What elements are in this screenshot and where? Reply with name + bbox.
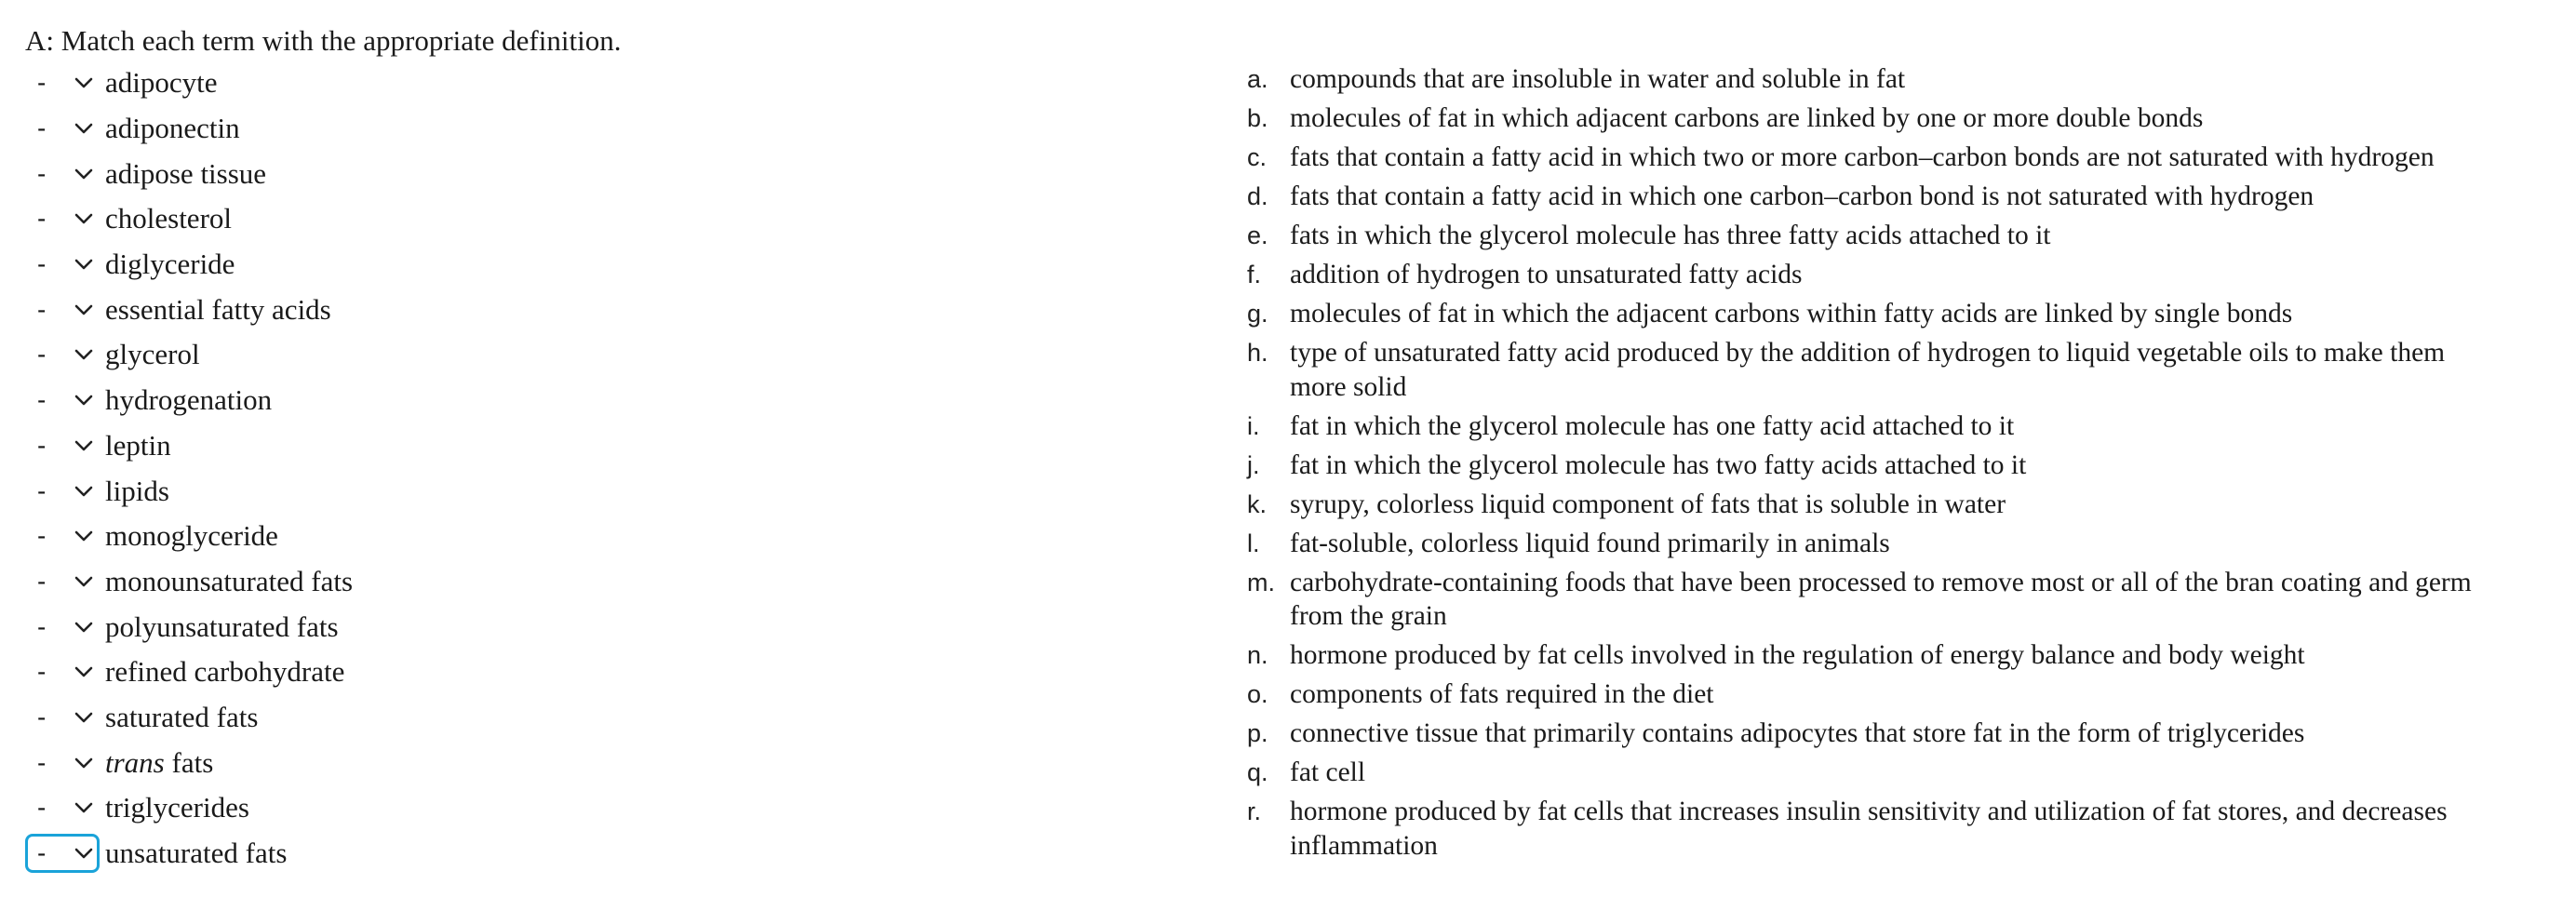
- definition-text: syrupy, colorless liquid component of fats that is soluble in water: [1290, 489, 2006, 519]
- definition-item: [1247, 638, 2531, 673]
- dropdown-value: -: [37, 385, 47, 415]
- definition-letter: e.: [1247, 221, 1268, 249]
- dropdown-value: -: [37, 294, 47, 324]
- term-label: [105, 475, 169, 508]
- term-text: fats: [164, 745, 214, 779]
- term-label: [105, 837, 287, 870]
- definition-item: [1247, 566, 2531, 634]
- term-row: [25, 740, 863, 785]
- answer-dropdown[interactable]: [25, 562, 100, 601]
- term-row: [25, 650, 863, 695]
- answer-dropdown[interactable]: [25, 290, 100, 329]
- term-label: [105, 338, 200, 371]
- chevron-down-icon: [73, 756, 95, 770]
- term-label: [105, 565, 353, 598]
- term-label: [105, 293, 331, 327]
- term-row: [25, 287, 863, 332]
- definition-list: [1247, 62, 2531, 868]
- dropdown-value: -: [37, 793, 47, 823]
- definition-item: [1247, 795, 2531, 863]
- answer-dropdown[interactable]: [25, 516, 100, 556]
- term-text: monounsaturated fats: [105, 564, 354, 597]
- definition-text: molecules of fat in which the adjacent carbons within fatty acids are linked by single bonds: [1290, 299, 2293, 328]
- term-text: leptin: [105, 428, 171, 462]
- question-prompt: A: Match each term with the appropriate definition.: [25, 24, 622, 57]
- chevron-down-icon: [73, 393, 95, 408]
- dropdown-value: -: [37, 249, 47, 279]
- term-text: essential fatty acids: [105, 292, 331, 326]
- term-label: [105, 655, 344, 689]
- term-text: triglycerides: [105, 791, 249, 824]
- dropdown-value: -: [37, 340, 47, 369]
- definition-letter: g.: [1247, 300, 1268, 328]
- dropdown-value: -: [37, 838, 47, 868]
- term-row: [25, 151, 863, 196]
- answer-dropdown[interactable]: [25, 744, 100, 783]
- definition-letter: b.: [1247, 104, 1268, 132]
- term-row: [25, 196, 863, 242]
- chevron-down-icon: [73, 347, 95, 362]
- answer-dropdown[interactable]: [25, 788, 100, 827]
- definition-item: [1247, 101, 2531, 136]
- term-text: refined carbohydrate: [105, 655, 345, 689]
- term-row: [25, 514, 863, 559]
- definition-letter: n.: [1247, 641, 1268, 669]
- chevron-down-icon: [73, 620, 95, 635]
- term-row: [25, 242, 863, 288]
- answer-dropdown[interactable]: [25, 472, 100, 511]
- term-label: [105, 429, 171, 462]
- definition-item: [1247, 141, 2531, 175]
- term-text: polyunsaturated fats: [105, 610, 339, 643]
- definition-letter: d.: [1247, 182, 1268, 210]
- term-label: [105, 746, 213, 780]
- term-row: [25, 423, 863, 469]
- definition-letter: o.: [1247, 680, 1268, 708]
- definition-text: hormone produced by fat cells involved in the regulation of energy balance and body weight: [1290, 640, 2305, 670]
- answer-dropdown[interactable]: [25, 245, 100, 284]
- definition-item: [1247, 336, 2531, 404]
- chevron-down-icon: [73, 664, 95, 679]
- term-label: [105, 383, 272, 417]
- chevron-down-icon: [73, 438, 95, 453]
- definition-text: fats that contain a fatty acid in which two or more carbon–carbon bonds are not saturated with hydrogen: [1290, 142, 2435, 172]
- dropdown-value: -: [37, 204, 47, 234]
- definition-text: hormone produced by fat cells that increases insulin sensitivity and utilization of fat stores, and decreases inflammation: [1290, 797, 2448, 861]
- chevron-down-icon: [73, 257, 95, 272]
- definition-letter: q.: [1247, 758, 1268, 786]
- term-label: [105, 112, 240, 145]
- term-label: [105, 701, 258, 734]
- dropdown-value: -: [37, 476, 47, 505]
- answer-dropdown[interactable]: [25, 698, 100, 737]
- definition-item: [1247, 258, 2531, 292]
- term-label: [105, 791, 249, 824]
- term-row: [25, 378, 863, 423]
- term-row: [25, 785, 863, 831]
- definition-letter: k.: [1247, 489, 1268, 518]
- definition-item: [1247, 449, 2531, 483]
- definition-letter: a.: [1247, 65, 1268, 93]
- chevron-down-icon: [73, 529, 95, 543]
- dropdown-value: -: [37, 68, 47, 98]
- definition-letter: r.: [1247, 797, 1262, 825]
- definition-item: [1247, 717, 2531, 751]
- term-row: [25, 831, 863, 877]
- chevron-down-icon: [73, 75, 95, 90]
- chevron-down-icon: [73, 167, 95, 181]
- definition-item: [1247, 677, 2531, 712]
- answer-dropdown[interactable]: [25, 652, 100, 691]
- definition-item: [1247, 219, 2531, 253]
- dropdown-value: -: [37, 747, 47, 777]
- dropdown-value: -: [37, 158, 47, 188]
- definition-text: components of fats required in the diet: [1290, 679, 1714, 709]
- term-row: [25, 60, 863, 106]
- term-label: [105, 248, 235, 281]
- definition-letter: p.: [1247, 719, 1268, 747]
- term-italic: trans: [105, 745, 165, 779]
- definition-letter: c.: [1247, 143, 1268, 171]
- term-text: glycerol: [105, 338, 200, 371]
- term-label: [105, 519, 278, 553]
- answer-dropdown[interactable]: [25, 63, 100, 102]
- definition-item: [1247, 297, 2531, 331]
- term-row: [25, 559, 863, 605]
- term-label: [105, 66, 218, 100]
- dropdown-value: -: [37, 430, 47, 460]
- definition-item: [1247, 180, 2531, 214]
- term-label: [105, 610, 339, 644]
- term-text: hydrogenation: [105, 383, 273, 417]
- term-label: [105, 202, 232, 235]
- term-list: [25, 60, 863, 876]
- definition-letter: i.: [1247, 411, 1260, 440]
- term-row: [25, 695, 863, 741]
- term-text: adiponectin: [105, 112, 240, 145]
- definition-text: fat in which the glycerol molecule has two fatty acids attached to it: [1290, 449, 2027, 480]
- dropdown-value: -: [37, 657, 47, 687]
- dropdown-value: -: [37, 611, 47, 641]
- chevron-down-icon: [73, 846, 95, 861]
- term-text: diglyceride: [105, 248, 235, 281]
- chevron-down-icon: [73, 574, 95, 589]
- chevron-down-icon: [73, 710, 95, 725]
- definition-text: connective tissue that primarily contains adipocytes that store fat in the form of triglycerides: [1290, 718, 2305, 748]
- term-text: lipids: [105, 474, 169, 507]
- answer-dropdown[interactable]: [25, 109, 100, 148]
- definition-text: molecules of fat in which adjacent carbons are linked by one or more double bonds: [1290, 103, 2204, 133]
- term-text: monoglyceride: [105, 519, 278, 553]
- dropdown-value: -: [37, 566, 47, 596]
- definition-text: fat-soluble, colorless liquid found primarily in animals: [1290, 528, 1890, 558]
- dropdown-value: -: [37, 114, 47, 143]
- chevron-down-icon: [73, 800, 95, 815]
- definition-letter: l.: [1247, 529, 1260, 557]
- term-text: cholesterol: [105, 202, 233, 235]
- answer-dropdown[interactable]: [25, 154, 100, 194]
- definition-text: fats in which the glycerol molecule has three fatty acids attached to it: [1290, 221, 2051, 250]
- term-text: unsaturated fats: [105, 837, 288, 870]
- dropdown-value: -: [37, 521, 47, 551]
- definition-text: type of unsaturated fatty acid produced by the addition of hydrogen to liquid vegetable oils to make them more solid: [1290, 338, 2446, 402]
- definition-text: compounds that are insoluble in water and soluble in fat: [1290, 64, 1906, 94]
- term-row: [25, 332, 863, 378]
- term-row: [25, 106, 863, 152]
- answer-dropdown[interactable]: [25, 426, 100, 465]
- definition-text: fat in which the glycerol molecule has one fatty acid attached to it: [1290, 410, 2015, 441]
- definition-item: [1247, 488, 2531, 522]
- definition-item: [1247, 527, 2531, 561]
- answer-dropdown[interactable]: [25, 199, 100, 238]
- definition-letter: f.: [1247, 261, 1262, 288]
- definition-text: carbohydrate-containing foods that have been processed to remove most or all of the bran coating and germ from the grain: [1290, 567, 2472, 631]
- answer-dropdown[interactable]: [25, 335, 100, 374]
- term-text: saturated fats: [105, 700, 259, 733]
- answer-dropdown[interactable]: [25, 608, 100, 647]
- definition-letter: h.: [1247, 339, 1268, 367]
- definition-text: fat cell: [1290, 757, 1366, 787]
- answer-dropdown[interactable]: [25, 834, 100, 873]
- dropdown-value: -: [37, 702, 47, 731]
- definition-item: [1247, 409, 2531, 444]
- chevron-down-icon: [73, 211, 95, 226]
- definition-letter: m.: [1247, 568, 1275, 596]
- term-label: [105, 157, 266, 191]
- definition-item: [1247, 62, 2531, 97]
- definition-text: addition of hydrogen to unsaturated fatty acids: [1290, 260, 1803, 289]
- chevron-down-icon: [73, 121, 95, 136]
- term-text: adipocyte: [105, 66, 218, 100]
- definition-letter: j.: [1247, 450, 1260, 479]
- definition-text: fats that contain a fatty acid in which one carbon–carbon bond is not saturated with hydrogen: [1290, 181, 2314, 211]
- definition-item: [1247, 756, 2531, 790]
- term-row: [25, 468, 863, 514]
- term-text: adipose tissue: [105, 156, 267, 190]
- answer-dropdown[interactable]: [25, 381, 100, 420]
- term-row: [25, 604, 863, 650]
- chevron-down-icon: [73, 302, 95, 317]
- chevron-down-icon: [73, 484, 95, 499]
